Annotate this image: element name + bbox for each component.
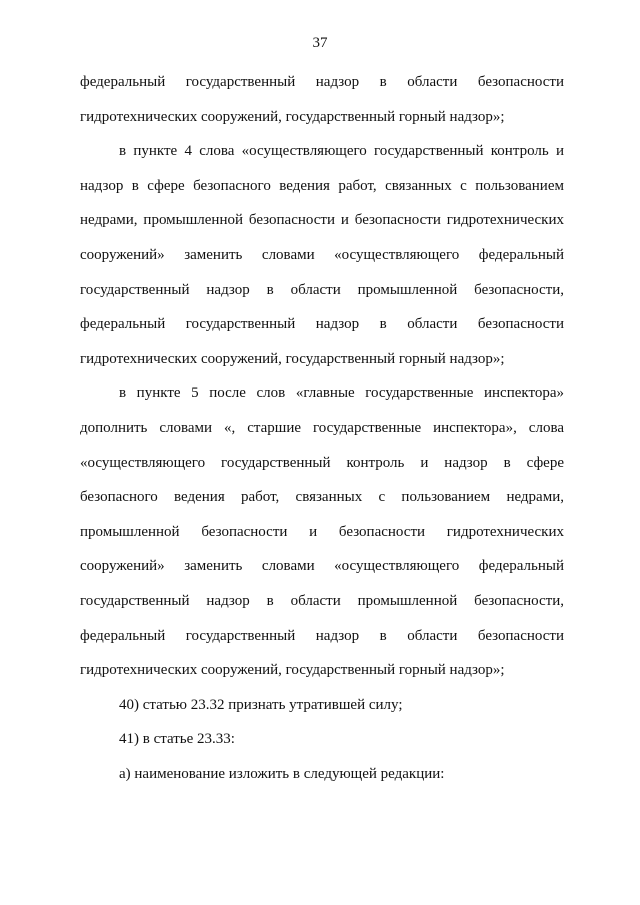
text-line: недрами, промышленной безопасности и безопасности гидротехнических — [80, 212, 564, 229]
text-line: федеральный государственный надзор в области безопасности — [80, 316, 564, 333]
text-line: промышленной безопасности и безопасности гидротехнических — [80, 523, 564, 540]
text-line: в пункте 4 слова «осуществляющего государственный контроль и — [119, 143, 564, 160]
text-line: дополнить словами «, старшие государственные инспектора», слова — [80, 419, 564, 436]
text-line: сооружений» заменить словами «осуществляющего федеральный — [80, 246, 564, 263]
text-line: в пункте 5 после слов «главные государственные инспектора» — [119, 385, 564, 402]
page-number: 37 — [312, 35, 328, 51]
text-line: 41) в статье 23.33: — [119, 731, 235, 748]
text-line: сооружений» заменить словами «осуществляющего федеральный — [80, 558, 564, 575]
text-line: гидротехнических сооружений, государственный горный надзор»; — [80, 350, 505, 367]
text-line: «осуществляющего государственный контроль и надзор в сфере — [80, 454, 564, 471]
text-line: гидротехнических сооружений, государственный горный надзор»; — [80, 662, 505, 679]
text-line: государственный надзор в области промышленной безопасности, — [80, 281, 564, 298]
text-line: государственный надзор в области промышленной безопасности, — [80, 592, 564, 609]
text-line: безопасного ведения работ, связанных с пользованием недрами, — [80, 489, 564, 506]
text-line: а) наименование изложить в следующей редакции: — [119, 765, 445, 782]
text-line: федеральный государственный надзор в области безопасности — [80, 627, 564, 644]
text-line: 40) статью 23.32 признать утратившей силу; — [119, 696, 403, 713]
text-line: надзор в сфере безопасного ведения работ, связанных с пользованием — [80, 177, 564, 194]
document-body — [80, 72, 564, 798]
text-line: федеральный государственный надзор в области безопасности — [80, 74, 564, 90]
text-line: гидротехнических сооружений, государственный горный надзор»; — [80, 108, 505, 125]
